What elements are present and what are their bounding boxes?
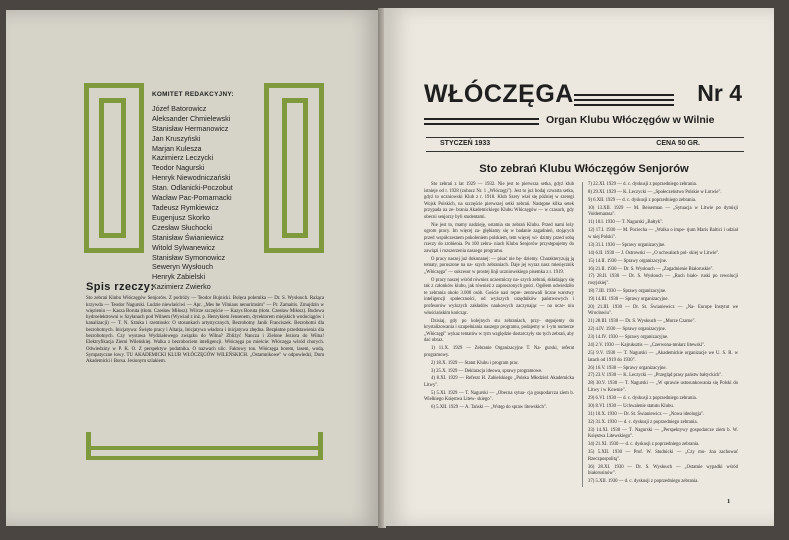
editorial-member: Wacław Pac-Pomarnacki <box>152 193 232 203</box>
meeting-item: 34) 21.XI. 1930 — d. c. dyskusji z poprzedniego zebrania. <box>588 442 700 448</box>
table-of-contents <box>86 281 324 366</box>
editorial-member: Stan. Odlanicki-Poczobut <box>152 183 233 193</box>
meeting-item: 26) 16.V. 1930 — Sprawy organizacyjne. <box>588 365 667 371</box>
meeting-item: 35) 5.XII. 1930 — Prof. W. Studnicki — „Czy mo- żna zachować Rzeczpospolitą". <box>588 450 738 462</box>
meeting-item: 16) 21.II. 1930 — Dr. S. Wysłouch — „Zagadnienie Białoruskie". <box>588 266 714 272</box>
editorial-member: Witold Sylwanewicz <box>152 242 216 252</box>
page-number: 1 <box>727 498 731 505</box>
editorial-member: Kazimierz Zwierko <box>152 282 211 292</box>
meeting-item: 18) 7.III. 1930 — Sprawy organizacyjne. <box>588 288 667 294</box>
editorial-member: Józef Batorowicz <box>152 103 207 113</box>
editorial-member: Aleksander Chmielewski <box>152 113 231 123</box>
meeting-item: 36) 28.XI. 1930 — Dr. S. Wysłouch — „Ostatnie wypadki wśród białorusinów". <box>588 464 738 477</box>
masthead-rule <box>574 104 674 106</box>
column-separator <box>582 182 583 487</box>
article-title: Sto zebrań Klubu Włóczęgów Senjorów <box>479 163 689 175</box>
right-bracket-bottom <box>264 248 324 253</box>
left-page <box>6 10 380 526</box>
contents-heading: Spis rzeczy: <box>86 281 155 293</box>
masthead-rule <box>424 123 539 125</box>
article-column-left <box>424 182 574 413</box>
meeting-item: 27) 23.V. 1930 — K. Leczycki — „Przegląd prasy państw bałtyckich". <box>588 373 723 379</box>
left-bracket-outer <box>84 83 89 253</box>
editorial-member: Seweryn Wysłouch <box>152 262 214 272</box>
editorial-committee <box>152 90 262 292</box>
meeting-item: 12) 17.I. 1930 — M. Pociecha — „Walka o impe- rjum Maris Baltici i udział w niej Polski". <box>588 228 738 240</box>
meeting-item: 10) 13.XII. 1929 — M. Beiserman — „Sytuacja w Litwie po dymisji Voldemarasa". <box>588 205 738 218</box>
editorial-member: Jan Kruszyński <box>152 133 201 143</box>
bottom-rule-upper <box>86 446 323 450</box>
meeting-item: 32) 31.X. 1930 — d. c. dyskusji z poprzedniego zebrania. <box>588 419 698 425</box>
masthead-rule <box>574 94 674 96</box>
article-paragraph: O pracy naszej wśród równiez uczestniczy na- szych zebrań, składający się tak z członków klubu, jak również z zaproszonych gości. Ogółem odwiedziło te zebrania około 3.000 osób. Goście nasi repre- zentowali liczne warstwy inteligencji społeczności, od wyższych urzędników państwowych i profesorów wyższych zakładów naukowych zaczynając — na ucze- niu włościańskim kończąc. <box>424 277 574 316</box>
meeting-item: 25) 9.V. 1930 — T. Nagurski — „Akademickie organizacje we U. S. R. w latach od 1919 do 1930". <box>588 351 738 363</box>
meeting-item: 3) 25.X. 1929 — Deklaracja ideowa, sprawy programowe. <box>431 368 543 374</box>
meeting-item: 1) 11.X. 1929 — Zebranie Organizacyjne T. Na- gurski, referat programowy. <box>424 346 574 358</box>
left-bracket-bottom <box>84 248 144 253</box>
meeting-item: 28) 30.V. 1930 — T. Nagurski — „W sprawie ustosunkowania się Polski do Litwy i w Kownie". <box>588 381 738 393</box>
dateline <box>426 137 744 152</box>
magazine-subtitle: Organ Klubu Włóczęgów w Wilnie <box>546 114 715 126</box>
editorial-member: Czesław Słuchocki <box>152 222 212 232</box>
editorial-member: Tadeusz Rymkiewicz <box>152 202 219 212</box>
meeting-item: 31) 10.X. 1930 — Dr. St. Świaniewicz — „Nowa ideologja". <box>588 411 705 417</box>
meeting-item: 24) 2.V. 1930 — Kajruksztis — „Czerwona-mnłarz litewski". <box>588 343 706 349</box>
meeting-item: 5) 5.XI. 1929 — T. Nagurski — „Obecna sytua- cja gospodarcza ziem b. Wielkiego Księstwa Litew- skiego". <box>424 390 574 403</box>
editorial-member: Stanisław Hermanowicz <box>152 123 229 133</box>
issue-number: Nr 4 <box>697 80 742 106</box>
right-bracket-inner-bottom <box>282 233 308 238</box>
right-bracket-inner-a <box>282 98 287 238</box>
editorial-member: Marjan Kulesza <box>152 143 202 153</box>
masthead-rule <box>424 118 539 120</box>
issue-date: STYCZEŃ 1933 <box>440 140 491 147</box>
meeting-item: 7) 22.XI. 1929 — d. c. dyskusji z poprzedniego zebrania. <box>588 182 697 187</box>
editorial-member: Eugenjusz Skorko <box>152 212 210 222</box>
right-bracket-top <box>264 83 324 88</box>
magazine-title: WŁÓCZĘGA <box>424 80 574 108</box>
meeting-item: 37) 5.XII. 1930 — d. c. dyskusji z poprzedniego zebrania. <box>588 479 699 485</box>
editorial-member: Henryk Zabielski <box>152 272 206 282</box>
right-bracket-inner-b <box>303 98 308 238</box>
right-page <box>384 8 774 526</box>
editorial-member: Kazimierz Leczycki <box>152 153 214 163</box>
article-paragraph: O pracy naszej już dokonanej: — pisać nie bę- dziemy. Charakteryzują ją tematy, poruszone na na- szych zebraniach. Daje jej wyraz nasz miesięcznik „Włóczęga" — sukcesor w prostej linji uczniowskiego pisemka z r. 1919. <box>424 256 574 275</box>
article-paragraph: Nie jest to, mamy nadzieję, ostatnia sto zebrań Klubu. Przed nami leży ogrom pracy. Im więcej za- głębiamy się w badanie zagadnień, stojących przed współczesnem pokoleniem polskiem, tem więcej wi- dzimy przed sobą rzeczy do zrobienia. Po 100 zebra- niach Klubu Senjorów przystępujemy do zawiązi i rozszerzenia naszego programu. <box>424 222 574 254</box>
right-bracket-inner-top <box>282 98 308 103</box>
editorial-member: Stanisław Świaniewicz <box>152 232 224 242</box>
editorial-member: Henryk Niewodniczański <box>152 173 231 183</box>
contents-text: Sto zebrań Klubu Włóczęgów Senjorów. Z podróży — Teodor Bujnicki. Bolęca polemika — Dr. S. Wysłouch. Rażąca krzywda — Teodor Nagurski. Ludzie niewlaściwi — Apr. „Mes be Vilniaus nenurimsim" — Pr. Zamaitis. Zmujdzin w więzieniu — Kasza Boruta (tłom. Czesław Miłosz). Wilcze szczęście — Kazys Boruta (tłom. Czesław Miłosz). Budowa hydroelektrowni w Szyłanach pod Wilnem (Wywiad z inż. p. Henrykiem Jensenem, dyrektorem miejskich wodociągów i kanalizacji) — T. N. Sztuka i rzemiosło: O stosunkach artystycznych, Bezrobotny Janik Franciszek. Bezrobotni dla bezrobotnych. Inicjatywa: Święto pracy i Altarja, Inicjatywa władzca i inicjatywa zbędna. Bezpłatne przedstawienia dla bezrobotnych. Czy wystawa Wydziałowego związku do Wilna? Zbliżyć Nancza i Zielone Jeziora do Wilna! Elektryfikacja Ziemi Wileńskiej. Walka z bezrobociem inteligencji. Włóczęga po mieście: Włóczęga wśród chorych. Odwiedziny w P. K. O. Z perspektyw podatnika. O nazwach ulic. Faktowy ton. Włóczęga borem, lasem, wodą. Sympatyczne łowy. TU AKADEMICKI KLUB WŁÓCZĘGÓW WILEŃSKICH. „Ostamnikowe" w odpowiedzi, Dom Akademicki i Borsa. Jesionym szlakiem. <box>86 296 324 365</box>
left-bracket-inner-b <box>121 98 126 238</box>
meeting-item: 8) 29.XI. 1929 — K. Leczycki — „Społeczeństwo Polskie w Łotwie". <box>588 189 722 195</box>
article-paragraph: Sto zebrań z lat 1929 — 1932. Nie jest to pierwsza setka, gdyż klub istnieje od r. 1928 (zobacz Nr. 1 „Włóczęgi"). Jest to już bodaj czwarta setka, gdyż to uczniowski Klub z r. 1918. Klub Szery wiał się później w szeregi Wojsk Polskich, na szczęście pierwszej setki zebrań. Następne kilka setek przypada na ze- brania Akademickiego Klubu Włóczęgów — w czasach, gdy obecni senjorzy byli studentami. <box>424 182 574 220</box>
meeting-item: 30) 8.VI. 1930 — Uchwalenie statutu Klubu. <box>588 403 674 409</box>
meeting-item: 2) 18.X. 1929 — Statut Klubu i program prac. <box>431 360 519 366</box>
left-bracket-top <box>84 83 144 88</box>
meeting-item: 29) 6.VI. 1930 — d. c. dyskusji z poprzedniego zebrania. <box>588 395 697 401</box>
right-bracket-left <box>264 83 269 253</box>
issue-price: CENA 50 GR. <box>656 140 700 147</box>
meeting-item: 22) 4.IV. 1930 — Sprawy organizacyjne. <box>588 327 666 333</box>
bottom-rule-lower <box>86 456 323 460</box>
right-bracket-outer <box>319 83 324 253</box>
meeting-item: 14) 6.II. 1930 — J. Ostrowski — „O uchwałach pol- skiej w Litwie". <box>588 250 720 256</box>
article-paragraph: Dzisiaj, gdy po kolejnych stu zebraniach, przy- stępujemy do krystalizowania i uzupełniania naszego programu, podajemy w 1-ym numerze „Włóczęgi" wykaz tematów w tym względzie dostarczyły sto tych zebrań, aby dać obraz. <box>424 318 574 344</box>
left-bracket-inner-a <box>99 98 104 238</box>
meeting-item: 4) 8.XI. 1929 — Referat H. Zabielskiego „Polska Młodzież Akademicka Litwy". <box>424 376 574 388</box>
meeting-item: 20) 21.III. 1930 — Dr. St. Świaniewicz — „Na- Europe Instytut we Wrocławiu". <box>588 304 738 317</box>
meeting-item: 11) 10.I. 1930 — T. Nagurski „Bałtyk". <box>588 220 664 226</box>
meeting-item: 15) 14.II. 1930 — Sprawy organizacyjne. <box>588 258 668 264</box>
masthead-rule <box>574 99 674 101</box>
meeting-item: 23) 14.IV. 1930 — Sprawy organizacyjne. <box>588 335 669 341</box>
left-bracket-inner-bottom <box>99 233 126 238</box>
meeting-item: 13) 31.I. 1930 — Sprawy organizacyjne. <box>588 242 666 248</box>
meeting-item: 21) 28.III. 1930 — Dr. S. Wysłouch — „Morze Czarne". <box>588 319 696 325</box>
meeting-item: 9) 6.XII. 1929 — d. c. dyskusji z poprzedniego zebrania. <box>588 197 697 203</box>
editorial-member: Teodor Nagurski <box>152 163 205 173</box>
editorial-heading: KOMITET REDAKCYJNY: <box>152 91 234 98</box>
meeting-item: 33) 14.XI. 1930 — T. Nagurski — „Perspektywy gospodarcze ziem b. W. Księstwa Litewskiego". <box>588 427 738 440</box>
left-bracket-inner-top <box>99 98 126 103</box>
article-column-right <box>588 182 738 487</box>
meeting-item: 6) 5.XII. 1929 — A. Tański — „Wstęp do spraw litewskich". <box>431 405 548 411</box>
left-bracket-right <box>139 83 144 253</box>
editorial-member: Stanisław Symonowicz <box>152 252 226 262</box>
meeting-item: 17) 28.II. 1930 — Dr. S. Wysłouch — „Ruch biało- ruski po rewolucji rosyjskiej". <box>588 274 738 287</box>
meeting-item: 19) 14.III. 1930 — Sprawy organizacyjne. <box>588 296 669 302</box>
